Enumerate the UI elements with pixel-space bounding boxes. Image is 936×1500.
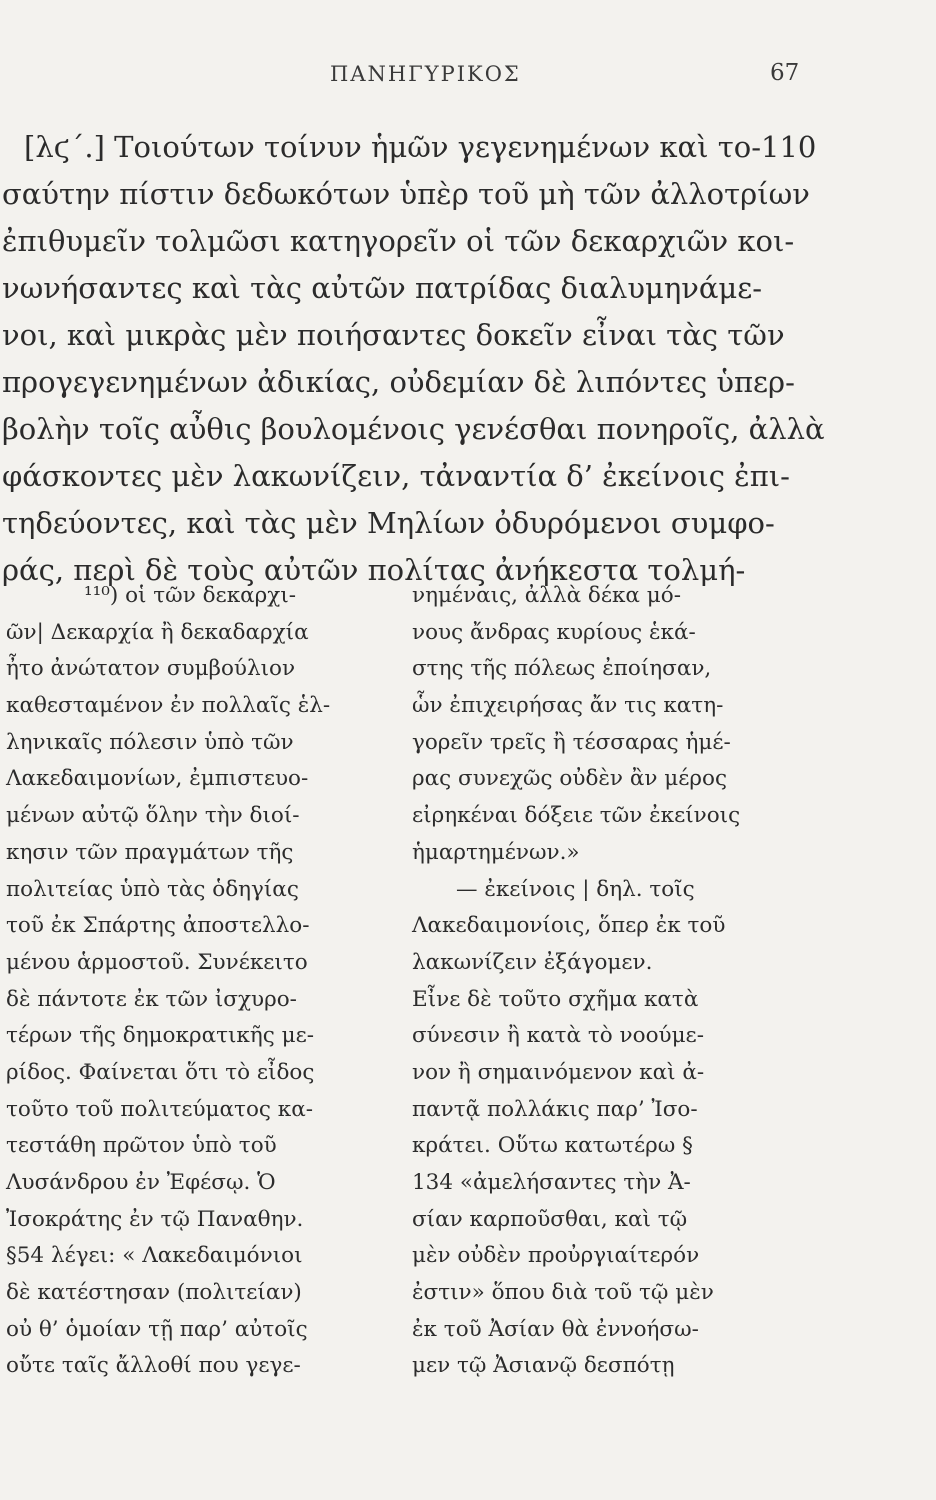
footnote-column-right	[392, 578, 812, 1385]
footnote-line: §54 λέγει: « Λακεδαιμόνιοι	[6, 1243, 303, 1269]
footnote-line: τέρων τῆς δημοκρατικῆς με-	[6, 1023, 314, 1049]
footnote-line: ἐστιν» ὅπου διὰ τοῦ τῷ μὲν	[412, 1280, 714, 1306]
footnote-line: Ἰσοκράτης ἐν τῷ Παναθην.	[6, 1206, 304, 1232]
footnote-line: ἡμαρτημένων.»	[412, 839, 580, 865]
footnote-line: Λακεδαιμονίοις, ὅπερ ἐκ τοῦ	[412, 913, 726, 939]
main-text-line: νοι, καὶ μικρὰς μὲν ποιήσαντες δοκεῖν εἶναι τὰς τῶν	[2, 318, 785, 352]
footnote-line: μένων αὐτῷ ὅλην τὴν διοί-	[6, 803, 300, 829]
footnote-line: νημέναις, ἀλλὰ δέκα μό-	[412, 583, 681, 608]
main-text-line: φάσκοντες μὲν λακωνίζειν, τἀναντία δ’ ἐκείνοις ἐπι-	[2, 459, 790, 493]
footnote-line: ρίδος. Φαίνεται ὅτι τὸ εἶδος	[6, 1059, 315, 1085]
footnote-column-left	[0, 578, 380, 1385]
footnote-line: μὲν οὐδὲν προὐργιαίτερόν	[412, 1243, 700, 1269]
footnote-line: νους ἄνδρας κυρίους ἑκά-	[412, 619, 696, 645]
running-title: ΠΑΝΗΓΥΡΙΚΟΣ	[330, 62, 521, 86]
footnote-line: τοῦτο τοῦ πολιτεύματος κα-	[6, 1096, 313, 1122]
main-text-line: βολὴν τοῖς αὖθις βουλομένοις γενέσθαι πονηροῖς, ἀλλὰ	[2, 412, 825, 446]
footnote-line: τεστάθη πρῶτον ὑπὸ τοῦ	[6, 1133, 277, 1159]
footnote-line: πολιτείας ὑπὸ τὰς ὁδηγίας	[6, 876, 299, 902]
page-number: 67	[770, 60, 800, 86]
footnote-line: στης τῆς πόλεως ἐποίησαν,	[412, 656, 712, 682]
main-text	[0, 124, 936, 594]
running-head	[0, 58, 936, 98]
footnote-line: οὔτε ταῖς ἄλλοθί που γεγε-	[6, 1353, 301, 1379]
footnote-line: σίαν καρποῦσθαι, καὶ τῷ	[412, 1206, 688, 1232]
footnote-line: λακωνίζειν ἐξάγομεν.	[412, 949, 653, 975]
footnote-line: ἐκ τοῦ Ἀσίαν θὰ ἐννοήσω-	[412, 1316, 699, 1342]
footnote-line: εἰρηκέναι δόξειε τῶν ἐκείνοις	[412, 803, 741, 829]
footnote-line: δὲ πάντοτε ἐκ τῶν ἰσχυρο-	[6, 986, 297, 1012]
footnote-line: μεν τῷ Ἀσιανῷ δεσπότῃ	[412, 1353, 675, 1379]
footnote-line: τοῦ ἐκ Σπάρτης ἀποστελλο-	[6, 913, 310, 939]
main-text-line: σαύτην πίστιν δεδωκότων ὑπὲρ τοῦ μὴ τῶν ἀλλοτρίων	[2, 177, 810, 211]
footnote-line: — ἐκείνοις | δηλ. τοῖς	[456, 876, 695, 902]
footnote-line: 134 «ἀμελήσαντες τὴν Ἀ-	[412, 1170, 691, 1195]
footnote-line: παντᾷ πολλάκις παρ’ Ἰσο-	[412, 1096, 698, 1122]
footnote-line: μένου ἁρμοστοῦ. Συνέκειτο	[6, 949, 308, 975]
footnote-line: γορεῖν τρεῖς ἢ τέσσαρας ἡμέ-	[412, 729, 731, 755]
main-text-line: προγεγενημένων ἀδικίας, οὐδεμίαν δὲ λιπόντες ὑπερ-	[2, 365, 795, 399]
main-text-line: [λϛ΄.] Τοιούτων τοίνυν ἡμῶν γεγενημένων καὶ το-110	[24, 130, 817, 164]
main-text-line: ἐπιθυμεῖν τολμῶσι κατηγορεῖν οἱ τῶν δεκαρχιῶν κοι-	[2, 224, 795, 258]
footnote-line: ῶν| Δεκαρχία ἢ δεκαδαρχία	[6, 619, 309, 645]
footnote-line: καθεσταμένον ἐν πολλαῖς ἑλ-	[6, 693, 331, 719]
footnote-line: οὐ θ’ ὁμοίαν τῇ παρ’ αὐτοῖς	[6, 1316, 308, 1342]
footnote-line: ἦτο ἀνώτατον συμβούλιον	[6, 656, 296, 682]
footnote-line: ὧν ἐπιχειρήσας ἄν τις κατη-	[412, 693, 724, 719]
footnote-line: Λακεδαιμονίων, ἐμπιστευο-	[6, 766, 309, 792]
footnote-line: δὲ κατέστησαν (πολιτείαν)	[6, 1280, 302, 1306]
footnote-line: Λυσάνδρου ἐν Ἐφέσῳ. Ὁ	[6, 1170, 276, 1195]
main-text-line: νωνήσαντες καὶ τὰς αὐτῶν πατρίδας διαλυμηνάμε-	[2, 271, 763, 305]
footnote-line: ρας συνεχῶς οὐδὲν ἂν μέρος	[412, 766, 727, 792]
footnote-line: κράτει. Οὕτω κατωτέρω §	[412, 1133, 693, 1159]
footnote-line: κησιν τῶν πραγμάτων τῆς	[6, 839, 294, 865]
main-text-line: τηδεύοντες, καὶ τὰς μὲν Μηλίων ὀδυρόμενοι συμφο-	[2, 506, 775, 540]
footnote-line: ληνικαῖς πόλεσιν ὑπὸ τῶν	[6, 729, 294, 755]
footnote-line: νον ἢ σημαινόμενον καὶ ἀ-	[412, 1059, 705, 1085]
main-text-line: ράς, περὶ δὲ τοὺς αὐτῶν πολίτας ἀνήκεστα τολμή-	[2, 553, 746, 587]
footnote-line: ¹¹⁰) οἱ τῶν δεκαρχι-	[84, 583, 297, 608]
footnote-line: Εἶνε δὲ τοῦτο σχῆμα κατὰ	[412, 986, 699, 1012]
footnote-line: σύνεσιν ἢ κατὰ τὸ νοούμε-	[412, 1023, 704, 1049]
